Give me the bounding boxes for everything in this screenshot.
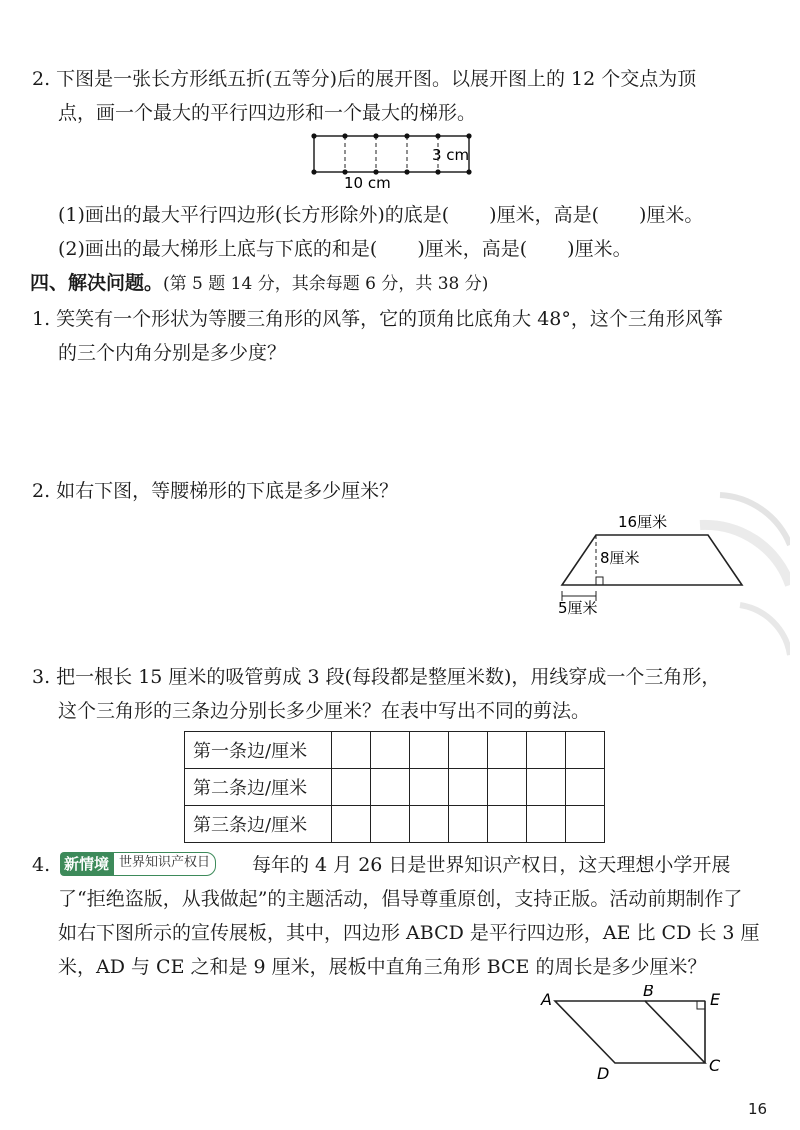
answer-cell[interactable]: [410, 769, 449, 806]
page-number: 16: [748, 1100, 768, 1118]
p3-line1: 3. 把一根长 15 厘米的吸管剪成 3 段(每段都是整厘米数)，用线穿成一个三角形，: [32, 666, 721, 688]
answer-cell[interactable]: [449, 732, 488, 769]
height-label: 3 cm: [432, 146, 470, 164]
q2-sub1-text-b: )厘米，高是(: [489, 204, 599, 226]
trapezoid-figure: [548, 505, 748, 620]
height-label: 8厘米: [600, 549, 640, 567]
q2-sub2-text-c: )厘米。: [567, 238, 632, 260]
answer-cell[interactable]: [488, 806, 527, 843]
answer-cell[interactable]: [566, 806, 605, 843]
answer-cell[interactable]: [488, 732, 527, 769]
width-label: 10 cm: [344, 174, 391, 192]
label-b: B: [643, 985, 654, 1000]
row-header: 第三条边/厘米: [185, 806, 332, 843]
folded-paper-figure: [300, 128, 500, 192]
answer-cell[interactable]: [410, 732, 449, 769]
answer-cell[interactable]: [449, 806, 488, 843]
section-heading: [30, 270, 488, 297]
answer-cell[interactable]: [410, 806, 449, 843]
answer-cell[interactable]: [371, 769, 410, 806]
q2-sub2-text-b: )厘米，高是(: [417, 238, 528, 260]
p4-line2: 了“拒绝盗版，从我做起”的主题活动，倡导尊重原创，支持正版。活动前期制作了: [58, 888, 743, 910]
label-e: E: [710, 990, 721, 1009]
parallelogram-abcd: [555, 1001, 705, 1063]
p3-line2: 这个三角形的三条边分别长多少厘米？在表中写出不同的剪法。: [58, 700, 591, 722]
label-a: A: [541, 990, 552, 1009]
p4-number: 4.: [32, 854, 51, 876]
label-c: C: [709, 1056, 721, 1075]
row-header: 第二条边/厘米: [185, 769, 332, 806]
answer-cell[interactable]: [332, 769, 371, 806]
tag-label: 新情境: [60, 852, 113, 876]
answer-cell[interactable]: [527, 732, 566, 769]
new-context-tag: [60, 852, 216, 876]
answer-cell[interactable]: [371, 806, 410, 843]
top-base-label: 16厘米: [618, 513, 668, 531]
right-angle-mark: [596, 577, 603, 585]
q2-sub1-text-a: (1)画出的最大平行四边形(长方形除外)的底是(: [58, 204, 450, 226]
answer-cell[interactable]: [527, 769, 566, 806]
p4-line4: 米，AD 与 CE 之和是 9 厘米，展板中直角三角形 BCE 的周长是多少厘米？: [58, 956, 707, 978]
bottom-label: 5厘米: [558, 599, 598, 617]
answer-cell[interactable]: [449, 769, 488, 806]
right-angle-mark: [697, 1001, 705, 1009]
q2-line2: 点，画一个最大的平行四边形和一个最大的梯形。: [58, 102, 477, 124]
row-header: 第一条边/厘米: [185, 732, 332, 769]
answer-cell[interactable]: [566, 732, 605, 769]
cut-methods-table: [184, 731, 605, 843]
answer-cell[interactable]: [488, 769, 527, 806]
label-d: D: [597, 1064, 610, 1083]
tag-topic: 世界知识产权日: [113, 852, 216, 876]
answer-cell[interactable]: [566, 769, 605, 806]
p2-line1: 2. 如右下图，等腰梯形的下底是多少厘米？: [32, 480, 399, 502]
p1-line2: 的三个内角分别是多少度？: [58, 342, 287, 364]
section-points: (第 5 题 14 分，其余每题 6 分，共 38 分): [163, 274, 489, 294]
q2-sub1: [58, 202, 703, 228]
answer-cell[interactable]: [332, 806, 371, 843]
answer-cell[interactable]: [332, 732, 371, 769]
p1-line1: 1. 笑笑有一个形状为等腰三角形的风筝，它的顶角比底角大 48°，这个三角形风筝: [32, 308, 723, 330]
answer-cell[interactable]: [371, 732, 410, 769]
parallelogram-figure: [535, 985, 735, 1085]
trapezoid-shape: [562, 535, 742, 585]
q2-sub2: [58, 236, 632, 262]
table-row: [185, 769, 605, 806]
p4-line3: 如右下图所示的宣传展板，其中，四边形 ABCD 是平行四边形，AE 比 CD 长 3 厘: [58, 922, 760, 944]
table-row: [185, 806, 605, 843]
q2-sub2-text-a: (2)画出的最大梯形上底与下底的和是(: [58, 238, 378, 260]
q2-line1: 2. 下图是一张长方形纸五折(五等分)后的展开图。以展开图上的 12 个交点为顶: [32, 68, 697, 90]
section-title: 四、解决问题。: [30, 272, 164, 294]
q2-sub1-text-c: )厘米。: [638, 204, 704, 226]
table-row: [185, 732, 605, 769]
answer-cell[interactable]: [527, 806, 566, 843]
p4-line1: 每年的 4 月 26 日是世界知识产权日，这天理想小学开展: [252, 854, 731, 876]
